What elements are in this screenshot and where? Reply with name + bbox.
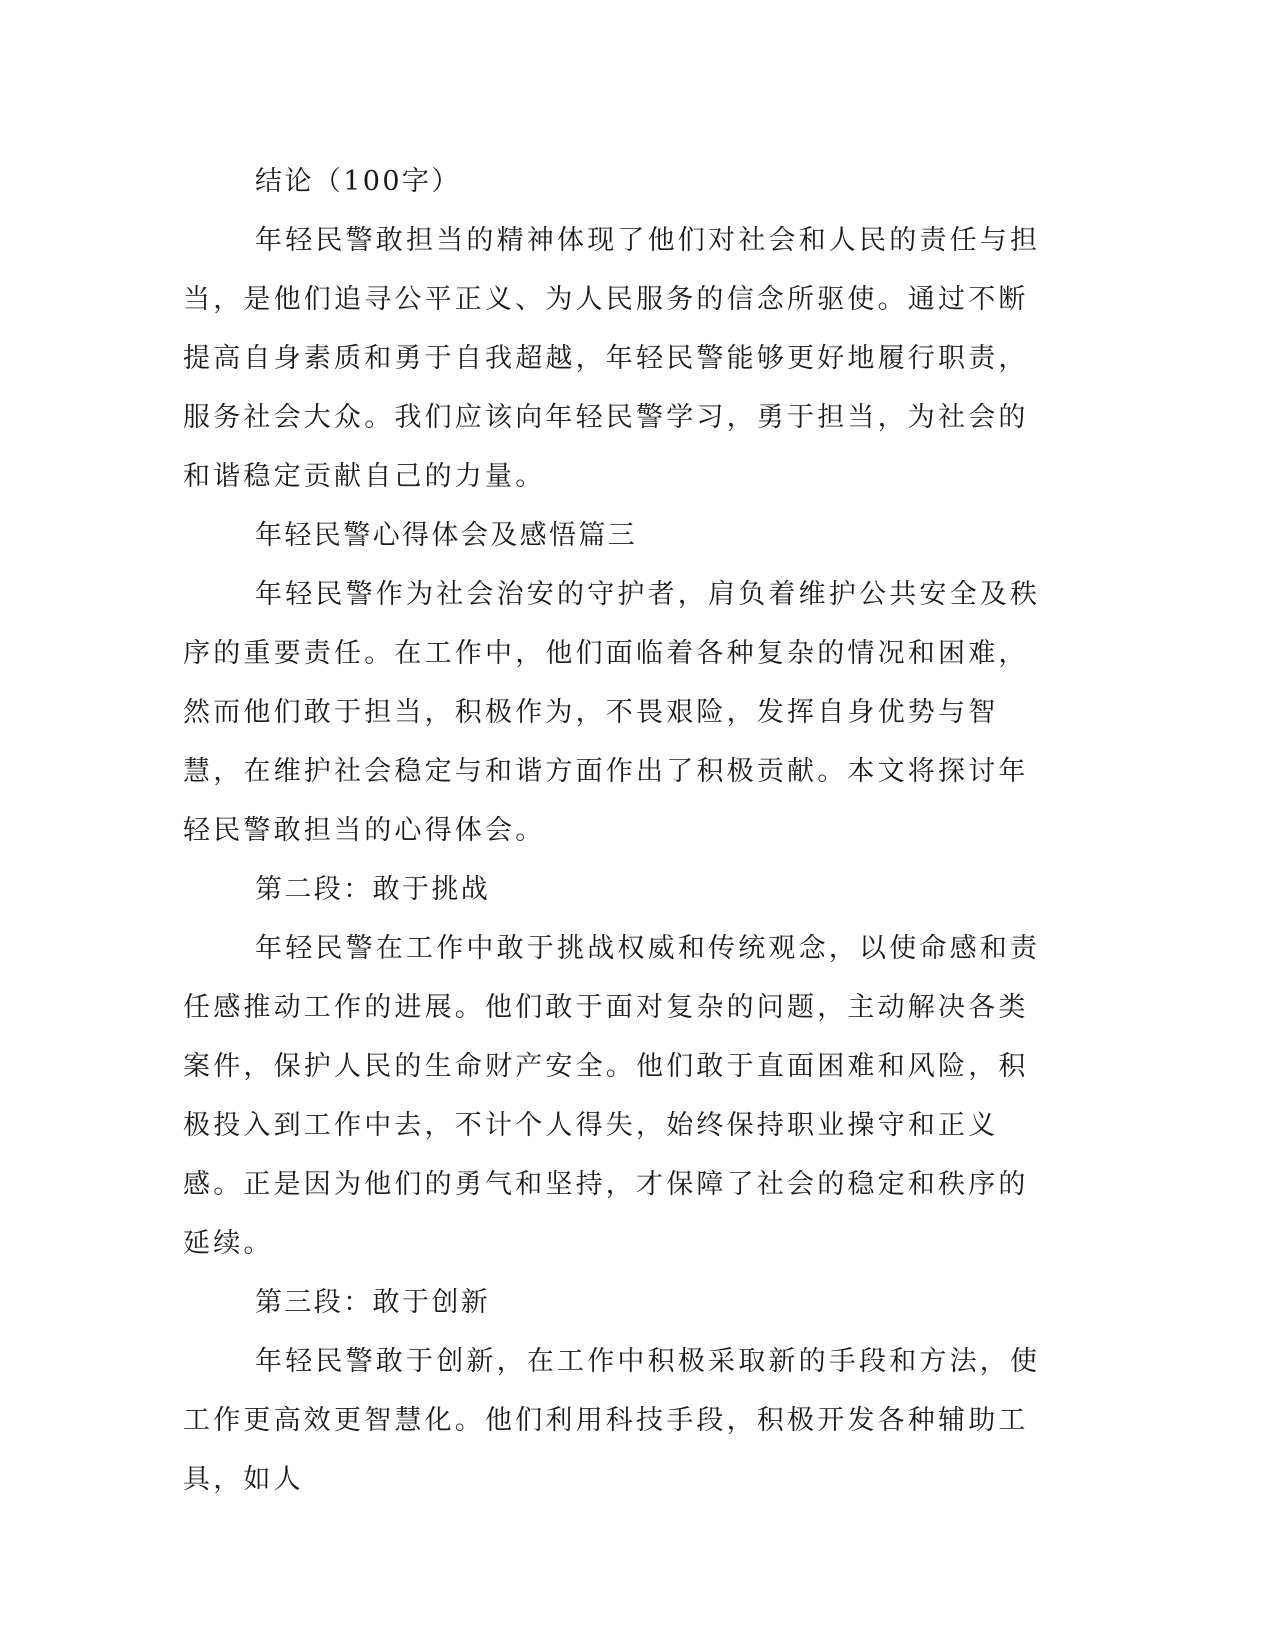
section-heading-innovation: 第三段：敢于创新 <box>255 1287 491 1318</box>
essay-title: 年轻民警心得体会及感悟篇三 <box>255 520 638 551</box>
intro-paragraph: 年轻民警作为社会治安的守护者，肩负着维护公共安全及秩序的重要责任。在工作中，他们面临着各种复杂的情况和困难，然而他们敢于担当，积极作为，不畏艰险，发挥自身优势与智慧，在维护社会稳定与和谐方面作出了积极贡献。本文将探讨年轻民警敢担当的心得体会。 <box>183 579 1041 846</box>
document-body <box>183 152 1043 1509</box>
conclusion-paragraph: 年轻民警敢担当的精神体现了他们对社会和人民的责任与担当，是他们追寻公平正义、为人民服务的信念所驱使。通过不断提高自身素质和勇于自我超越，年轻民警能够更好地履行职责，服务社会大众。我们应该向年轻民警学习，勇于担当，为社会的和谐稳定贡献自己的力量。 <box>183 225 1041 492</box>
innovation-paragraph: 年轻民警敢于创新，在工作中积极采取新的手段和方法，使工作更高效更智慧化。他们利用科技手段，积极开发各种辅助工具，如人 <box>183 1346 1041 1495</box>
section-heading-challenge: 第二段：敢于挑战 <box>255 874 491 905</box>
challenge-paragraph: 年轻民警在工作中敢于挑战权威和传统观念，以使命感和责任感推动工作的进展。他们敢于面对复杂的问题，主动解决各类案件，保护人民的生命财产安全。他们敢于直面困难和风险，积极投入到工作中去，不计个人得失，始终保持职业操守和正义感。正是因为他们的勇气和坚持，才保障了社会的稳定和秩序的延续。 <box>183 933 1041 1259</box>
conclusion-heading: 结论（100字） <box>255 166 461 197</box>
